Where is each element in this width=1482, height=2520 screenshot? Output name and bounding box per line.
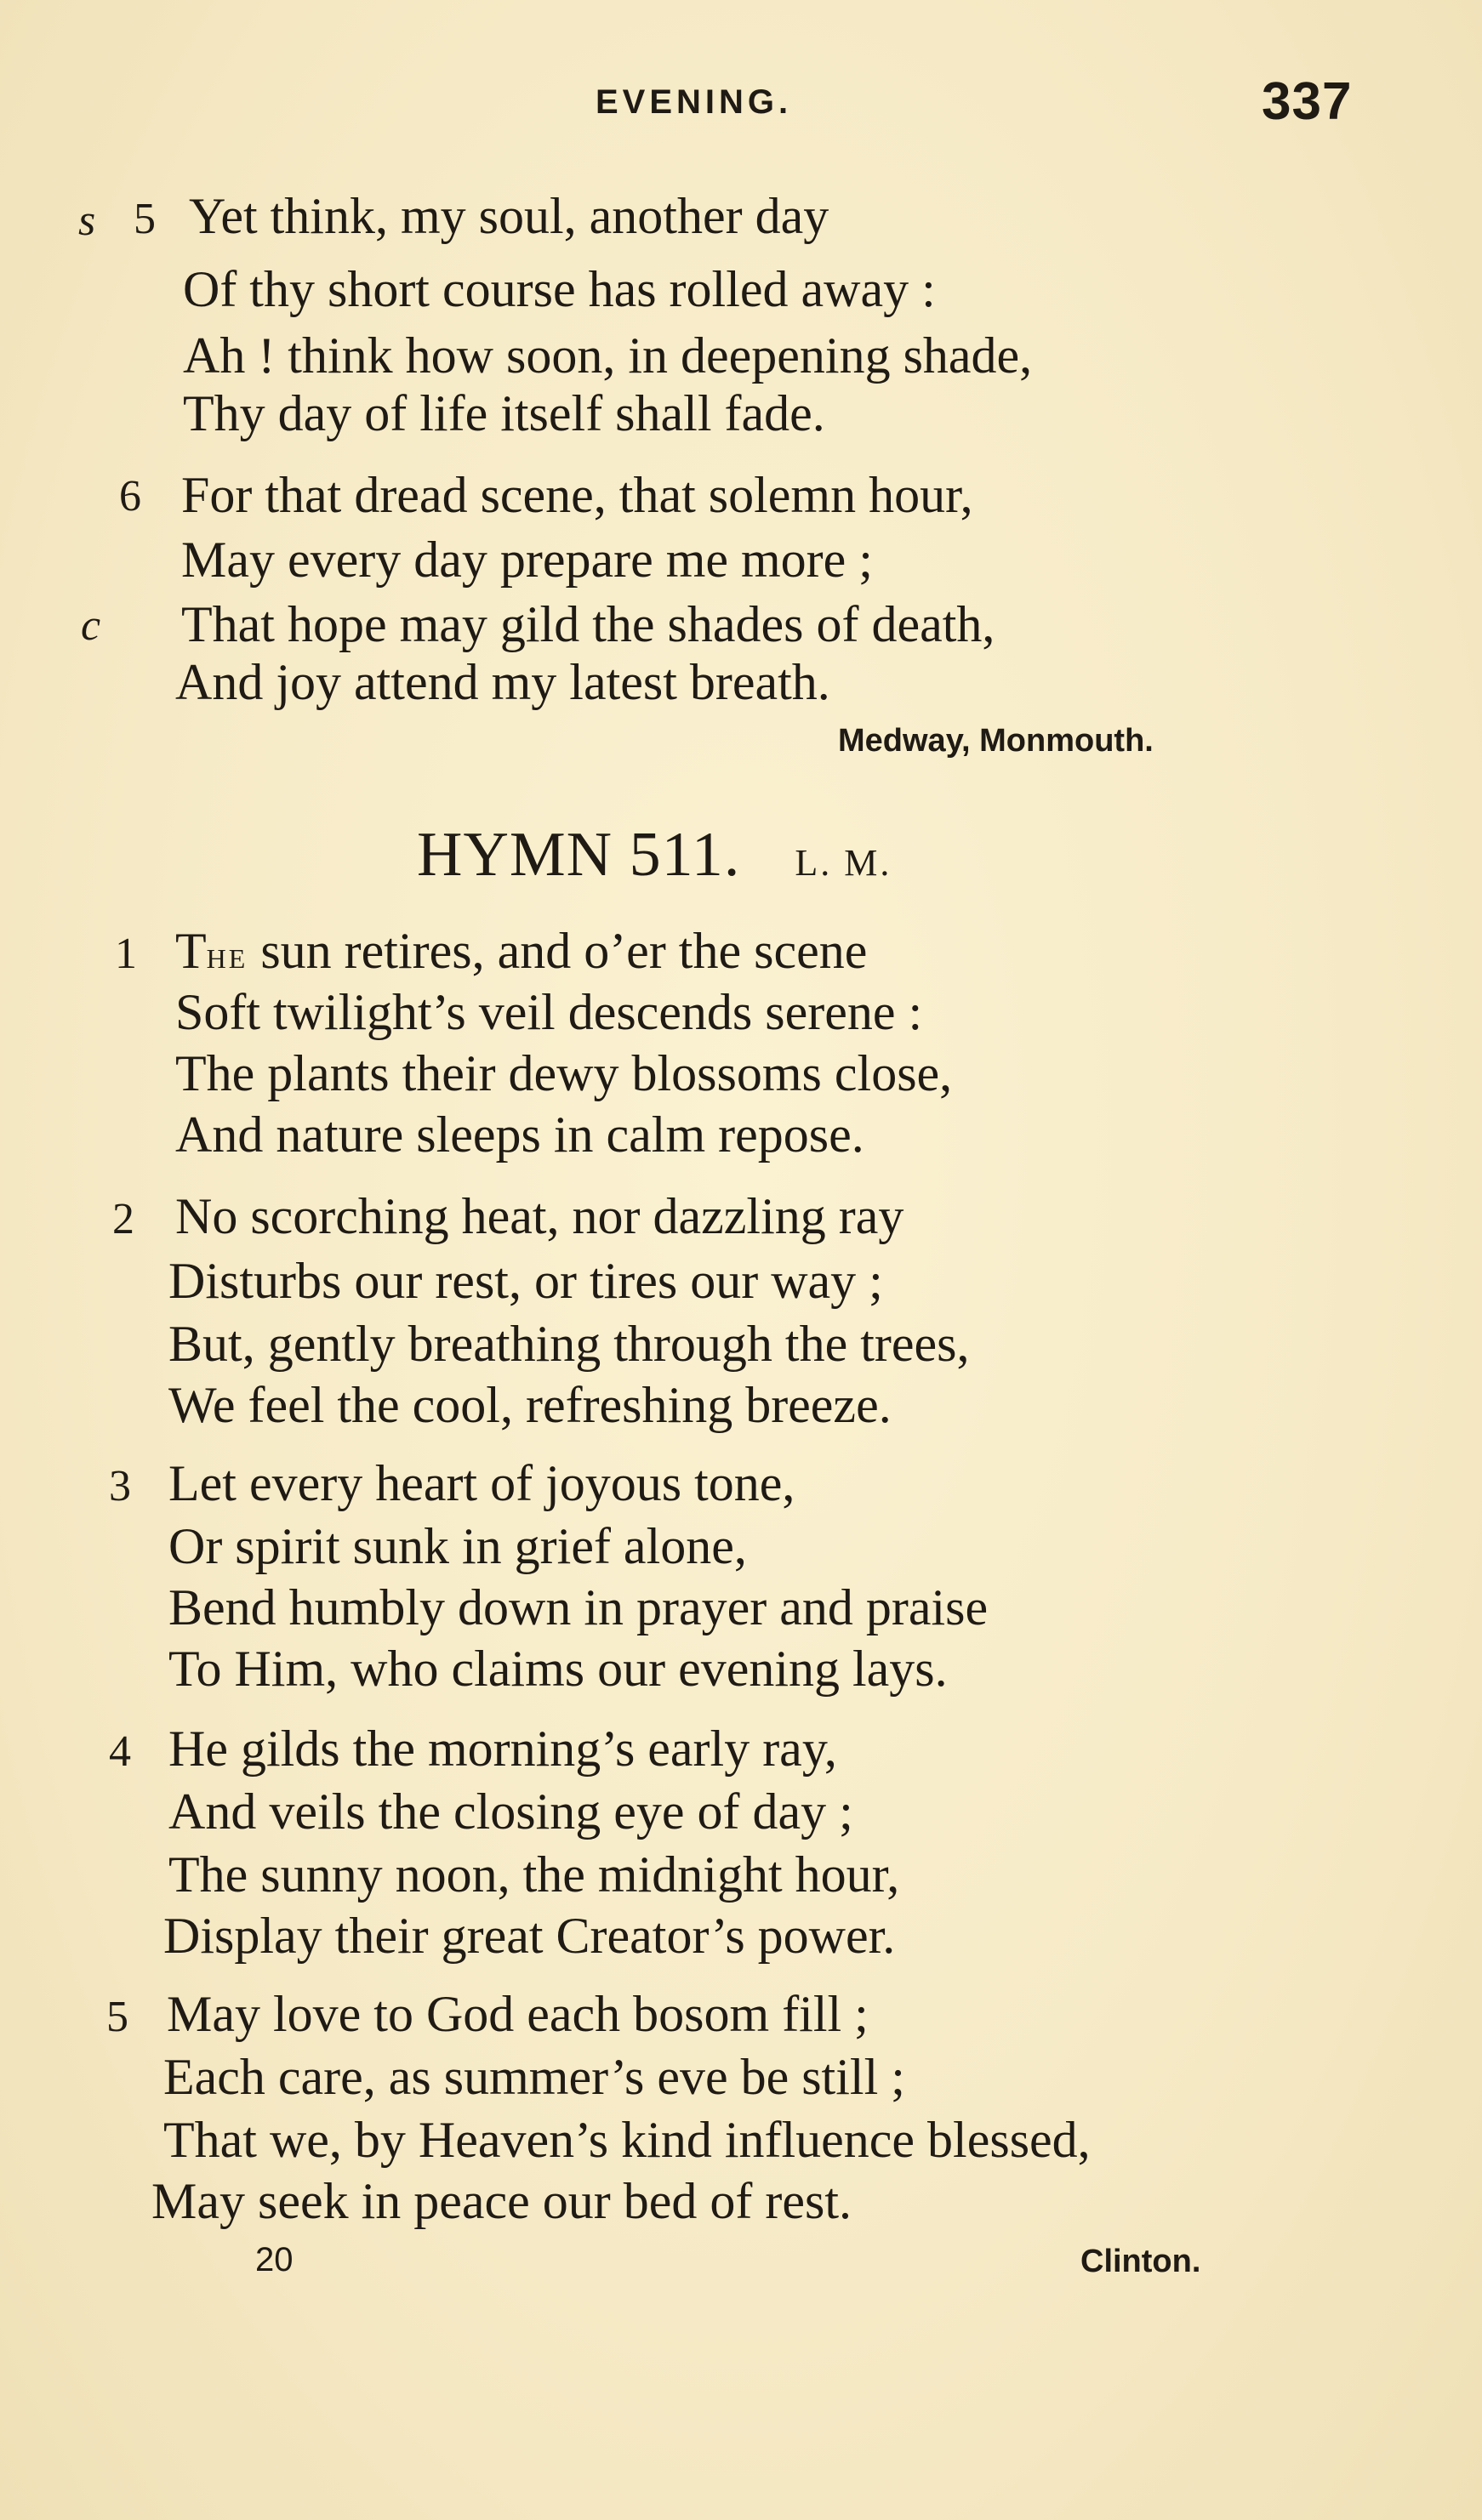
verse-line: The sunny noon, the midnight hour, [168, 1846, 900, 1903]
verse-line: Each care, as summer’s eve be still ; [163, 2049, 905, 2105]
verse-line: And joy attend my latest breath. [175, 654, 830, 710]
first-word-rest: he [206, 933, 248, 976]
verse-line: The plants their dewy blossoms close, [175, 1045, 953, 1101]
page-number: 337 [1262, 72, 1353, 131]
verse-line-first [175, 920, 867, 986]
tune-names: Medway, Monmouth. [838, 723, 1154, 759]
verse-line: May every day prepare me more ; [181, 532, 873, 588]
first-word-lead: T [175, 923, 207, 979]
verse-line: No scorching heat, nor dazzling ray [175, 1188, 904, 1244]
hymn-title: HYMN 511. [417, 820, 741, 890]
verse-number: 1 [115, 930, 137, 978]
verse-line: May love to God each bosom fill ; [167, 1986, 869, 2042]
verse-number: 4 [109, 1727, 131, 1776]
verse-line: Display their great Creator’s power. [163, 1908, 896, 1964]
verse-line: That we, by Heaven’s kind influence blessed, [163, 2112, 1091, 2168]
signature-mark: 20 [255, 2241, 294, 2278]
verse-line: Thy day of life itself shall fade. [183, 385, 825, 441]
verse-line: Disturbs our rest, or tires our way ; [168, 1253, 883, 1309]
verse-number: 5 [134, 195, 156, 243]
tune-name: Clinton. [1080, 2244, 1201, 2279]
first-line-rest: sun retires, and o’er the scene [248, 923, 868, 979]
verse-line: And nature sleeps in calm repose. [175, 1106, 864, 1163]
verse-line: To Him, who claims our evening lays. [168, 1641, 948, 1697]
verse-line: Yet think, my soul, another day [189, 188, 829, 244]
verse-line: Soft twilight’s veil descends serene : [175, 984, 923, 1040]
hymn-meter: L. M. [795, 842, 892, 884]
verse-line: May seek in peace our bed of rest. [151, 2173, 852, 2229]
verse-line: But, gently breathing through the trees, [168, 1316, 970, 1372]
running-title: EVENING. [596, 83, 793, 121]
dynamic-mark-soft: s [78, 196, 96, 245]
verse-line: For that dread scene, that solemn hour, [181, 467, 973, 523]
verse-number: 6 [119, 472, 141, 520]
verse-number: 2 [112, 1195, 134, 1243]
dynamic-mark-crescendo: c [81, 601, 101, 650]
verse-line: Or spirit sunk in grief alone, [168, 1518, 747, 1574]
verse-number: 3 [109, 1462, 131, 1510]
verse-number: 5 [106, 1993, 128, 2041]
verse-line: And veils the closing eye of day ; [168, 1783, 853, 1840]
running-head [0, 72, 1482, 131]
hymn-heading [417, 816, 892, 910]
verse-line: Bend humbly down in prayer and praise [168, 1579, 989, 1635]
verse-line: That hope may gild the shades of death, [181, 596, 995, 652]
verse-line: He gilds the morning’s early ray, [168, 1721, 837, 1777]
verse-line: We feel the cool, refreshing breeze. [168, 1377, 892, 1433]
verse-line: Let every heart of joyous tone, [168, 1455, 795, 1511]
verse-line: Ah ! think how soon, in deepening shade, [183, 327, 1033, 384]
verse-line: Of thy short course has rolled away : [183, 261, 936, 317]
